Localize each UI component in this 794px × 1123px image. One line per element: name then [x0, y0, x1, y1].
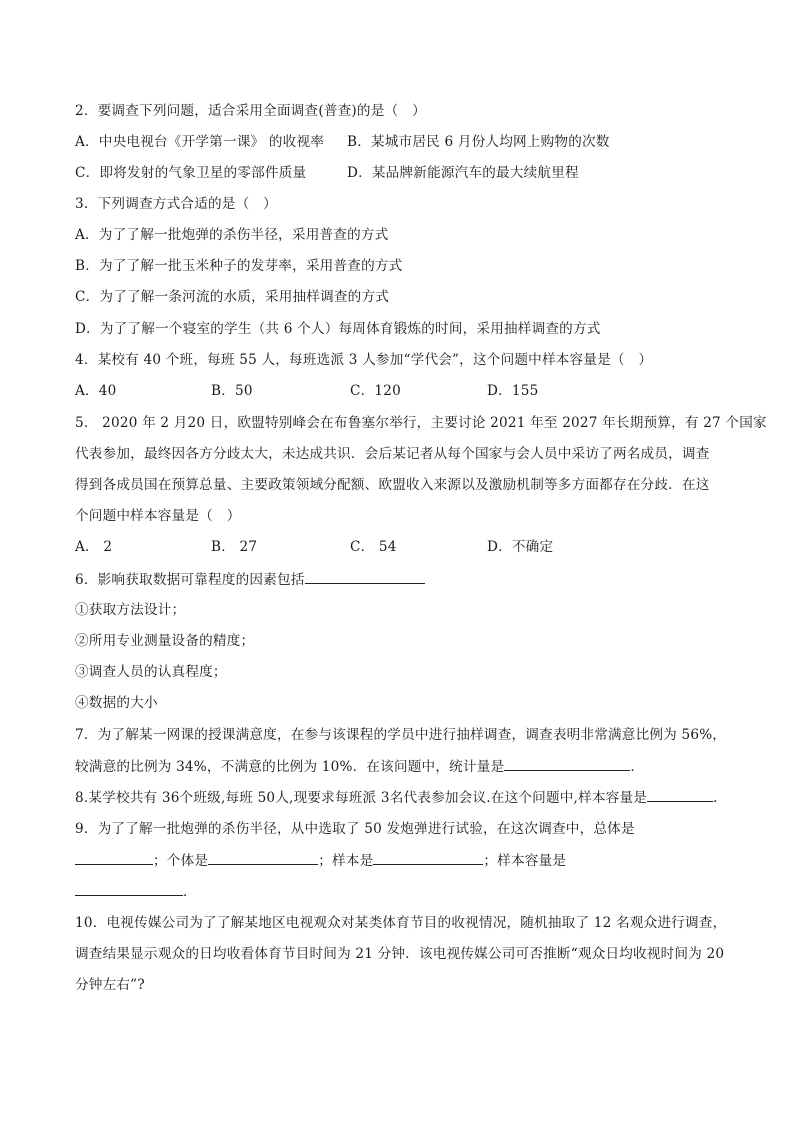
- q4-option-b: B．50: [211, 383, 253, 399]
- q5-line-2: 代表参加，最终因各方分歧太大，未达成共识．会后某记者从每个国家与会人员中采访了两名成员，调查: [75, 446, 710, 462]
- q9-sample-size-blank[interactable]: [75, 881, 183, 896]
- q3-stem: 3．下列调查方式合适的是（ ）: [75, 196, 277, 212]
- q9-population-blank[interactable]: [75, 850, 153, 865]
- q9-line-2: [75, 850, 566, 871]
- q10-line-2: 调查结果显示观众的日均收看体育节目时间为 21 分钟．该电视传媒公司可否推断“观众日均收视时间为 20: [75, 946, 725, 962]
- q9-sample-label: ；样本是: [318, 853, 374, 869]
- q6-answer-blank[interactable]: [305, 569, 425, 584]
- q5-line-4: 个问题中样本容量是（ ）: [75, 508, 241, 524]
- q4-option-d: D．155: [487, 383, 539, 399]
- q5-option-b: B． 27: [211, 539, 258, 555]
- q7-line-1: 7．为了解某一网课的授课满意度，在参与该课程的学员中进行抽样调查，调查表明非常满意比例为 56%，: [75, 727, 727, 743]
- q2-option-b: B．某城市居民 6 月份人均网上购物的次数: [347, 134, 610, 150]
- q7-line-2: 较满意的比例为 34%，不满意的比例为 10%．在该问题中，统计量是: [75, 759, 505, 775]
- q8-row: [75, 787, 718, 808]
- q2-option-a: A．中央电视台《开学第一课》 的收视率: [75, 134, 325, 150]
- q3-option-d: D．为了了解一个寝室的学生（共 6 个人）每周体育锻炼的时间，采用抽样调查的方式: [75, 321, 601, 337]
- q7-line-2-end: ．: [630, 759, 645, 775]
- q6-item-3: ③调查人员的认真程度；: [75, 664, 227, 680]
- q10-line-1: 10．电视传媒公司为了了解某地区电视观众对某类体育节目的收视情况，随机抽取了 12 名观众进行调查，: [75, 915, 727, 931]
- q7-answer-blank[interactable]: [504, 756, 630, 771]
- q5-option-c: C． 54: [350, 539, 397, 555]
- q4-option-a: A．40: [75, 383, 117, 399]
- q3-option-a: A．为了了解一批炮弹的杀伤半径，采用普查的方式: [75, 227, 389, 243]
- q2-option-d: D．某品牌新能源汽车的最大续航里程: [347, 165, 579, 181]
- q5-option-a: A． 2: [75, 539, 113, 555]
- q3-option-b: B．为了了解一批玉米种子的发芽率，采用普查的方式: [75, 258, 403, 274]
- q2-options-row1: [75, 132, 610, 152]
- q6-item-4: ④数据的大小: [75, 695, 158, 711]
- q9-individual-label: ；个体是: [153, 853, 209, 869]
- q3-option-c: C．为了了解一条河流的水质，采用抽样调查的方式: [75, 289, 390, 305]
- q9-individual-blank[interactable]: [208, 850, 318, 865]
- q9-line-3: [75, 881, 197, 902]
- q5-line-3: 得到各成员国在预算总量、主要政策领域分配额、欧盟收入来源以及激励机制等多方面都存在分歧．在这: [75, 477, 710, 493]
- q6-stem-row: [75, 569, 425, 590]
- q8-stem: 8.某学校共有 36个班级,每班 50人,现要求每班派 3名代表参加会议.在这个问题中,样本容量是: [75, 790, 648, 806]
- q5-options: [75, 537, 553, 557]
- q8-end: .: [713, 790, 718, 806]
- q9-sample-size-label: ；样本容量是: [483, 853, 567, 869]
- q8-answer-blank[interactable]: [647, 787, 713, 802]
- q10-line-3: 分钟左右”?: [75, 977, 145, 993]
- q5-line-1: 5． 2020 年 2 月20 日，欧盟特别峰会在布鲁塞尔举行，主要讨论 2021 年至 2027 年长期预算，有 27 个国家: [75, 415, 767, 431]
- q4-stem: 4．某校有 40 个班，每班 55 人，每班选派 3 人参加“学代会”，这个问题中样本容量是（ ）: [75, 352, 653, 368]
- q9-line-1: 9．为了了解一批炮弹的杀伤半径，从中选取了 50 发炮弹进行试验，在这次调查中，总体是: [75, 821, 635, 837]
- q6-stem: 6．影响获取数据可靠程度的因素包括: [75, 572, 305, 588]
- q4-options: [75, 381, 538, 401]
- q6-item-1: ①获取方法设计；: [75, 602, 186, 618]
- q4-option-c: C．120: [350, 383, 401, 399]
- q7-line-2-row: [75, 756, 644, 777]
- q6-item-2: ②所用专业测量设备的精度；: [75, 633, 255, 649]
- q2-stem: 2．要调查下列问题，适合采用全面调查(普查)的是（ ）: [75, 103, 426, 119]
- q9-end: ．: [183, 884, 197, 900]
- q5-option-d: D．不确定: [487, 539, 554, 555]
- q2-option-c: C．即将发射的气象卫星的零部件质量: [75, 165, 307, 181]
- q2-options-row2: [75, 163, 579, 183]
- q9-sample-blank[interactable]: [373, 850, 483, 865]
